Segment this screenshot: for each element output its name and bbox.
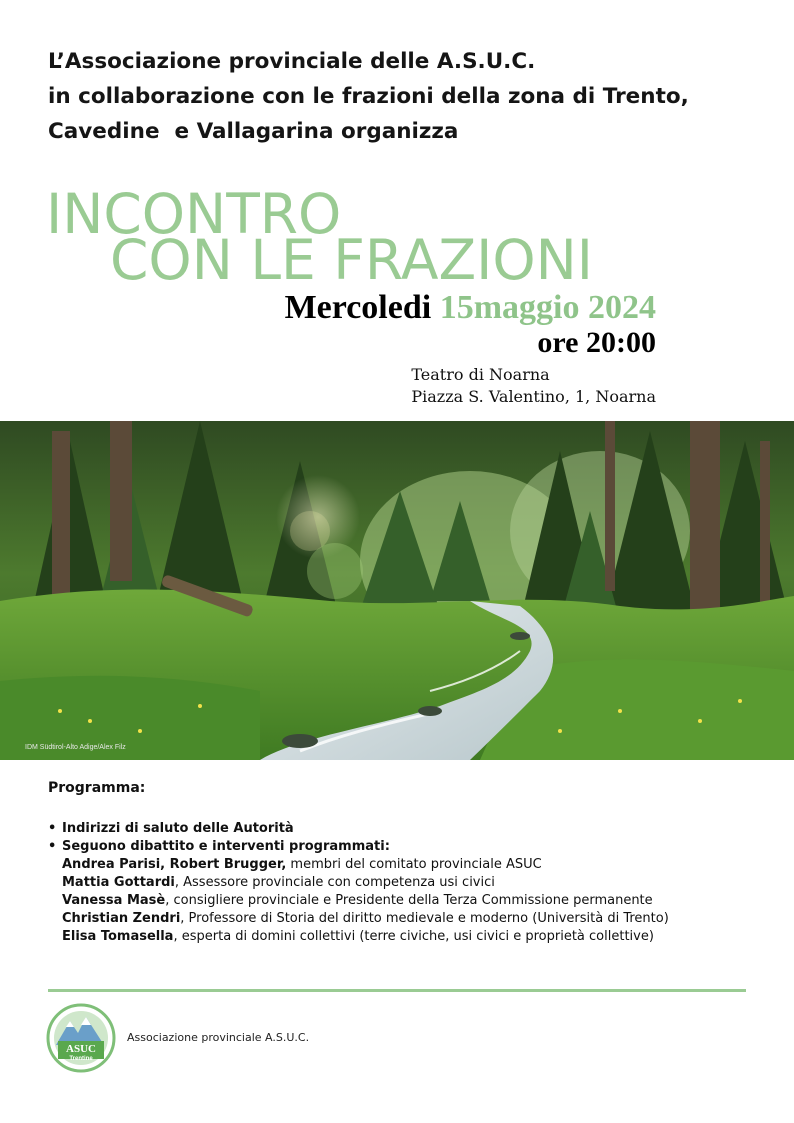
programma-item-dibattito: • Seguono dibattito e interventi programmati: <box>48 838 748 856</box>
forest-stream-illustration <box>0 421 794 760</box>
venue-name: Teatro di Noarna <box>411 365 550 384</box>
speaker-item <box>48 928 748 946</box>
event-time: ore 20:00 <box>537 326 656 359</box>
speaker-role: , Assessore provinciale con competenza usi civici <box>174 875 495 890</box>
programma-section <box>48 780 748 946</box>
speaker-item <box>48 874 748 892</box>
asuc-logo-icon <box>46 1003 116 1073</box>
speaker-name: Vanessa Masè <box>62 893 166 908</box>
intro-text <box>48 44 768 149</box>
intro-line-2: in collaborazione con le frazioni della zona di Trento, <box>48 84 689 109</box>
forest-stream-photo <box>0 421 794 760</box>
venue-address: Piazza S. Valentino, 1, Noarna <box>411 387 656 406</box>
programma-item-saluto: • Indirizzi di saluto delle Autorità <box>48 820 748 838</box>
intro-line-3: Cavedine e Vallagarina organizza <box>48 119 459 144</box>
logo-text-trentine: Trentine <box>69 1056 93 1062</box>
photo-credit: IDM Südtirol-Alto Adige/Alex Filz <box>25 744 126 751</box>
footer-org-name: Associazione provinciale A.S.U.C. <box>127 1031 310 1044</box>
speaker-name: Elisa Tomasella <box>62 929 174 944</box>
speaker-item <box>48 892 748 910</box>
event-date <box>285 288 656 328</box>
speaker-item <box>48 910 748 928</box>
speaker-role: , esperta di domini collettivi (terre civiche, usi civici e proprietà collettive) <box>173 929 654 944</box>
logo-text-asuc: ASUC <box>66 1043 96 1055</box>
event-date-value: 15maggio 2024 <box>439 289 656 326</box>
speaker-name: Mattia Gottardi <box>62 875 175 890</box>
intro-line-1: L’Associazione provinciale delle A.S.U.C. <box>48 49 536 74</box>
programma-title: Programma: <box>48 780 146 796</box>
speaker-item <box>48 856 748 874</box>
venue <box>411 364 656 408</box>
programma-list <box>48 820 748 856</box>
speaker-name: Andrea Parisi, Robert Brugger, <box>62 857 287 872</box>
speaker-role: , consigliere provinciale e Presidente della Terza Commissione permanente <box>165 893 653 908</box>
speaker-role: , Professore di Storia del diritto medievale e moderno (Università di Trento) <box>180 911 669 926</box>
event-day: Mercoledi <box>284 289 432 326</box>
event-title-line-1: INCONTRO <box>46 182 342 246</box>
asuc-logo <box>46 1003 116 1073</box>
event-title-line-2: CON LE FRAZIONI <box>110 228 593 292</box>
speaker-role: membri del comitato provinciale ASUC <box>286 857 542 872</box>
speaker-name: Christian Zendri <box>62 911 181 926</box>
divider-rule <box>48 989 746 992</box>
